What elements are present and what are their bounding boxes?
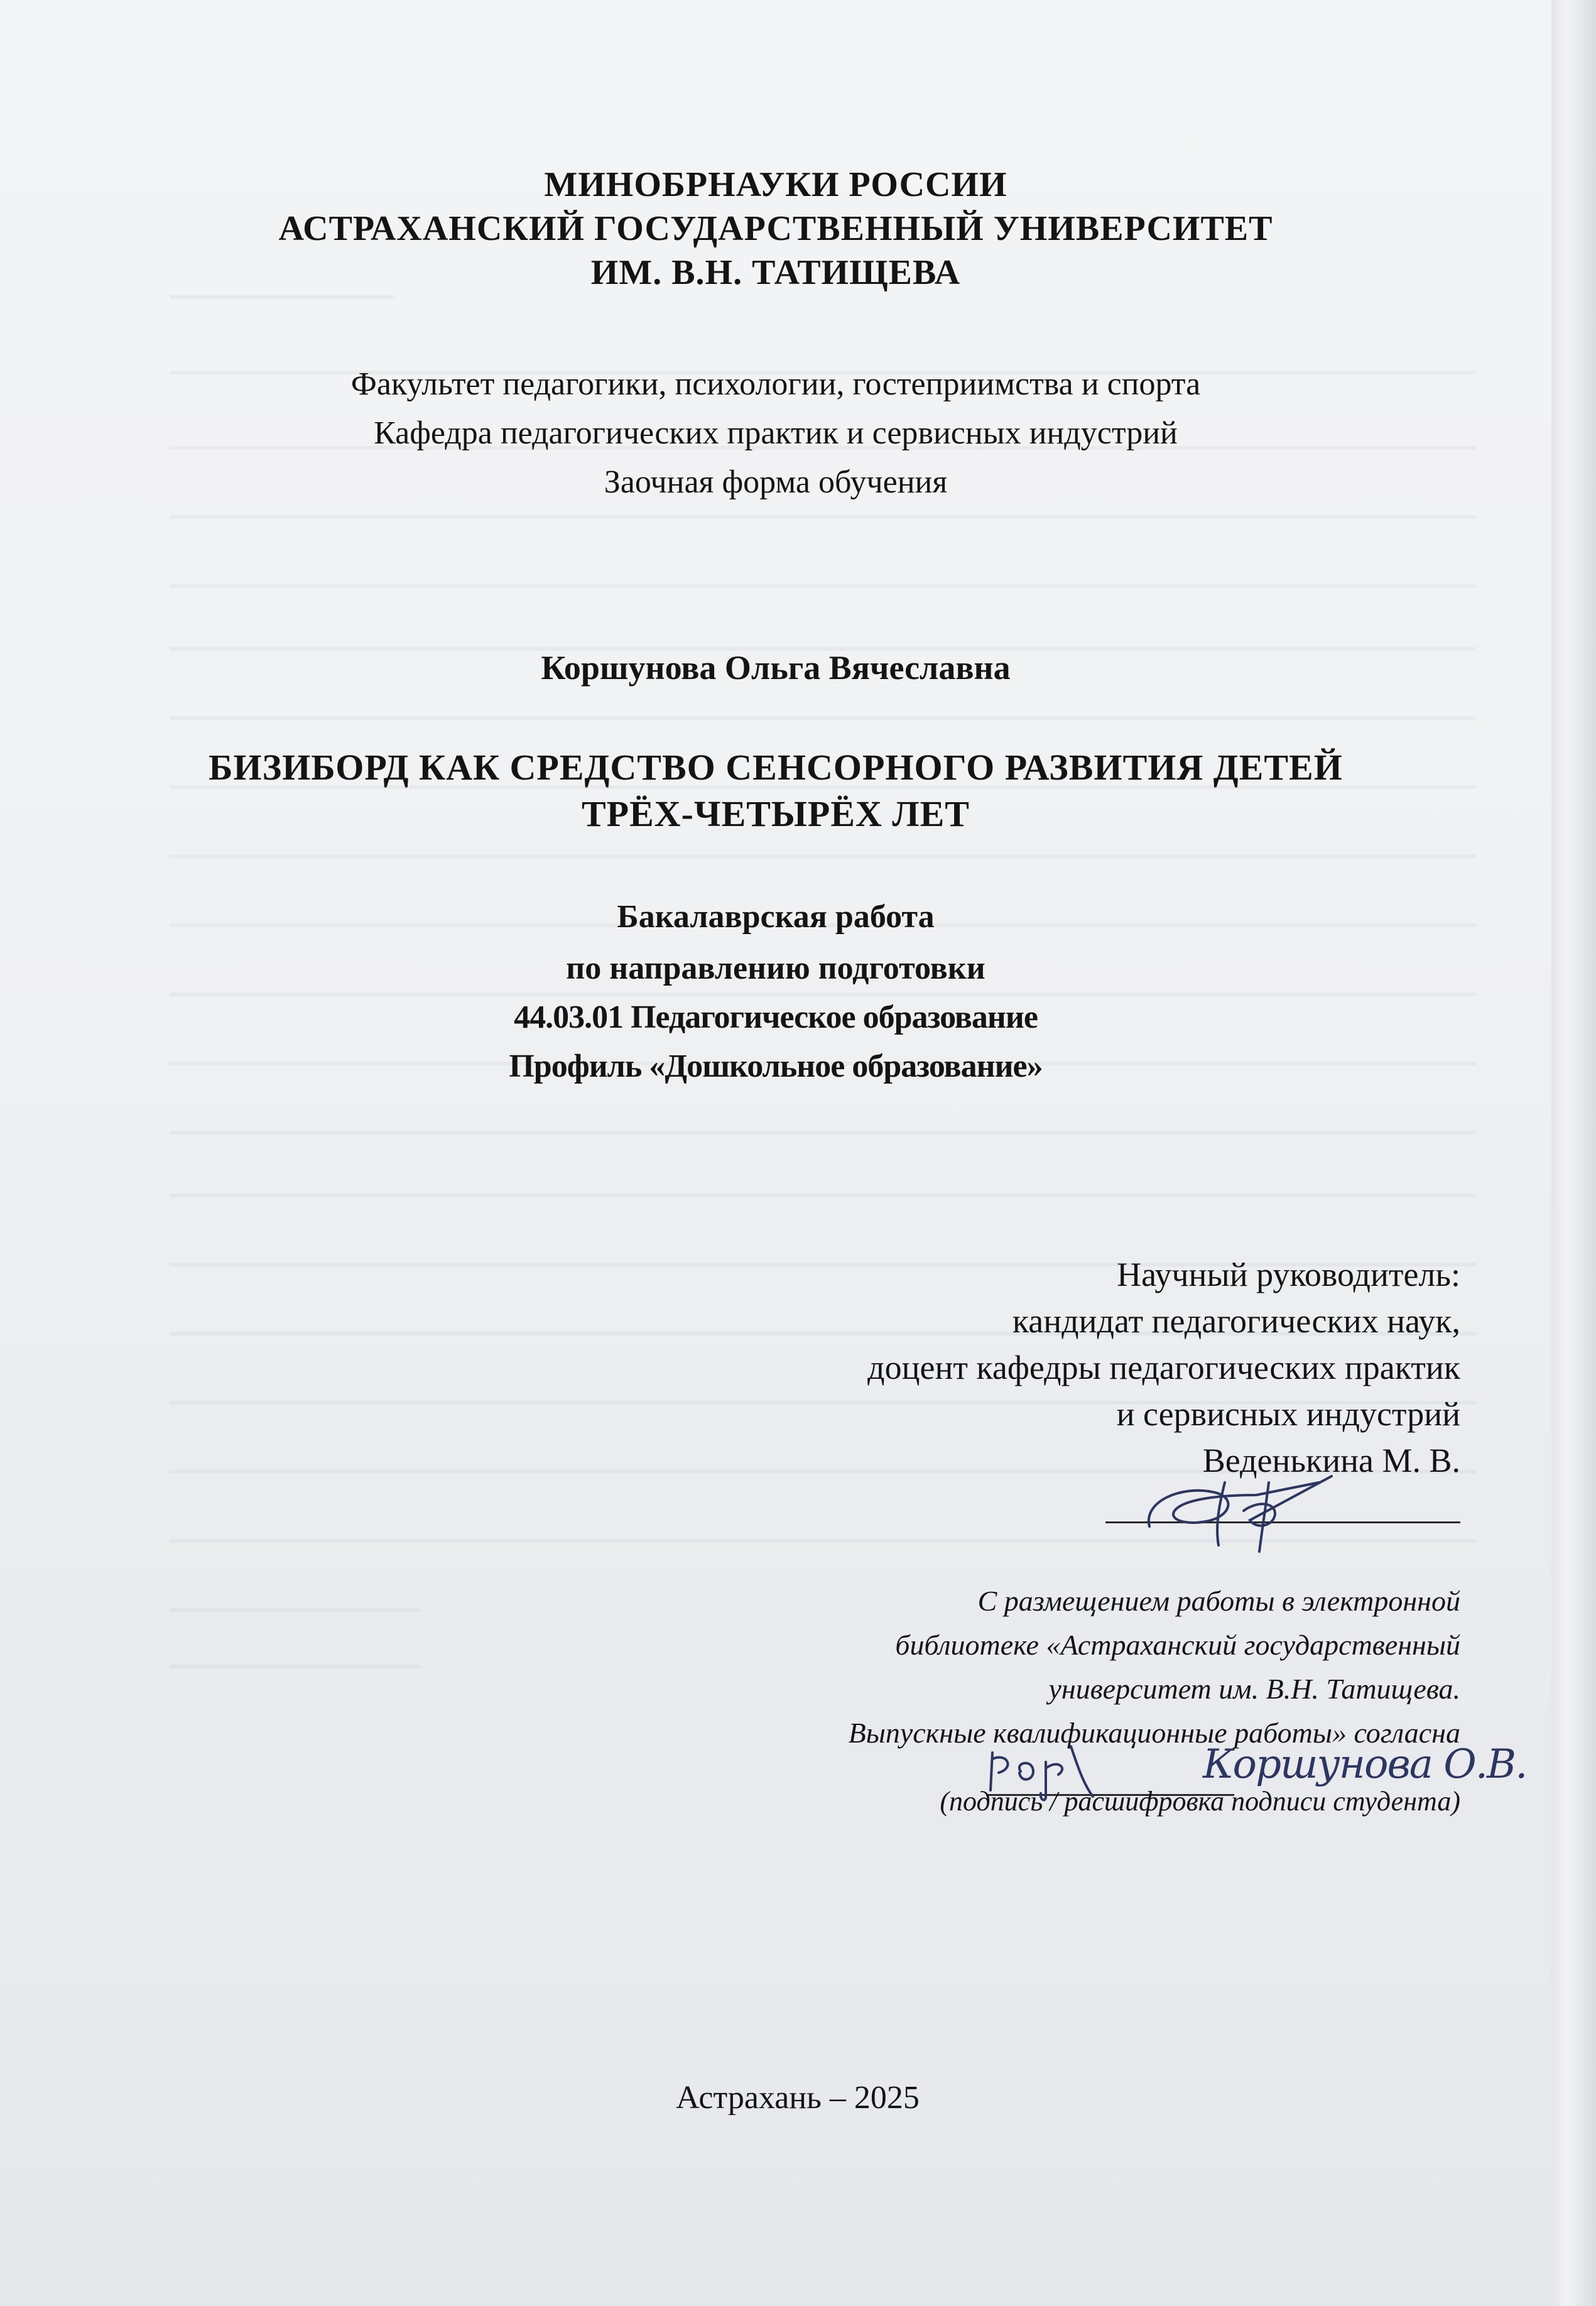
placement-line-2: библиотеке «Астраханский государственный bbox=[895, 1629, 1460, 1661]
next-page-edge bbox=[1551, 0, 1596, 2306]
university-heading: АСТРАХАНСКИЙ ГОСУДАРСТВЕННЫЙ УНИВЕРСИТЕТ bbox=[278, 209, 1273, 248]
study-form: Заочная форма обучения bbox=[604, 464, 948, 500]
placement-line-4: Выпускные квалификационные работы» согласна bbox=[848, 1717, 1460, 1749]
direction: 44.03.01 Педагогическое образование bbox=[514, 999, 1038, 1035]
author-name: Коршунова Ольга Вячеславна bbox=[541, 649, 1011, 687]
show-through-line bbox=[170, 1194, 1476, 1197]
show-through-line bbox=[170, 716, 1476, 720]
show-through-line bbox=[170, 1608, 421, 1612]
student-handwritten-name: Коршунова О.В. bbox=[1203, 1741, 1527, 1788]
show-through-line bbox=[170, 854, 1476, 858]
direction-label: по направлению подготовки bbox=[566, 950, 985, 986]
department-name: Кафедра педагогических практик и сервисных индустрий bbox=[374, 415, 1178, 451]
work-type: Бакалаврская работа bbox=[617, 899, 935, 935]
show-through-line bbox=[170, 1131, 1476, 1134]
advisor-degree: кандидат педагогических наук, bbox=[1012, 1302, 1460, 1340]
thesis-title-line-2: ТРЁХ-ЧЕТЫРЁХ ЛЕТ bbox=[582, 793, 970, 834]
show-through-line bbox=[170, 993, 1476, 996]
advisor-position-1: доцент кафедры педагогических практик bbox=[867, 1349, 1460, 1386]
thesis-title-line-1: БИЗИБОРД КАК СРЕДСТВО СЕНСОРНОГО РАЗВИТИЯ ДЕТЕЙ bbox=[209, 747, 1343, 788]
show-through-line bbox=[170, 1665, 421, 1668]
advisor-label: Научный руководитель: bbox=[1117, 1256, 1460, 1293]
show-through-line bbox=[170, 584, 1476, 588]
placement-line-3: университет им. В.Н. Татищева. bbox=[1048, 1673, 1460, 1705]
advisor-name: Веденькина М. В. bbox=[1202, 1442, 1460, 1479]
show-through-line bbox=[170, 295, 396, 299]
profile: Профиль «Дошкольное образование» bbox=[509, 1048, 1043, 1084]
placement-line-1: С размещением работы в электронной bbox=[977, 1585, 1460, 1617]
show-through-line bbox=[170, 515, 1476, 519]
city-year: Астрахань – 2025 bbox=[676, 2080, 920, 2116]
advisor-position-2: и сервисных индустрий bbox=[1116, 1395, 1460, 1433]
signature-caption: (подпись / расшифровка подписи студента) bbox=[940, 1786, 1460, 1817]
faculty-name: Факультет педагогики, психологии, гостеприимства и спорта bbox=[350, 366, 1201, 402]
ministry-heading: МИНОБРНАУКИ РОССИИ bbox=[544, 165, 1007, 204]
advisor-signature bbox=[1131, 1457, 1357, 1558]
university-name-heading: ИМ. В.Н. ТАТИЩЕВА bbox=[590, 253, 961, 292]
